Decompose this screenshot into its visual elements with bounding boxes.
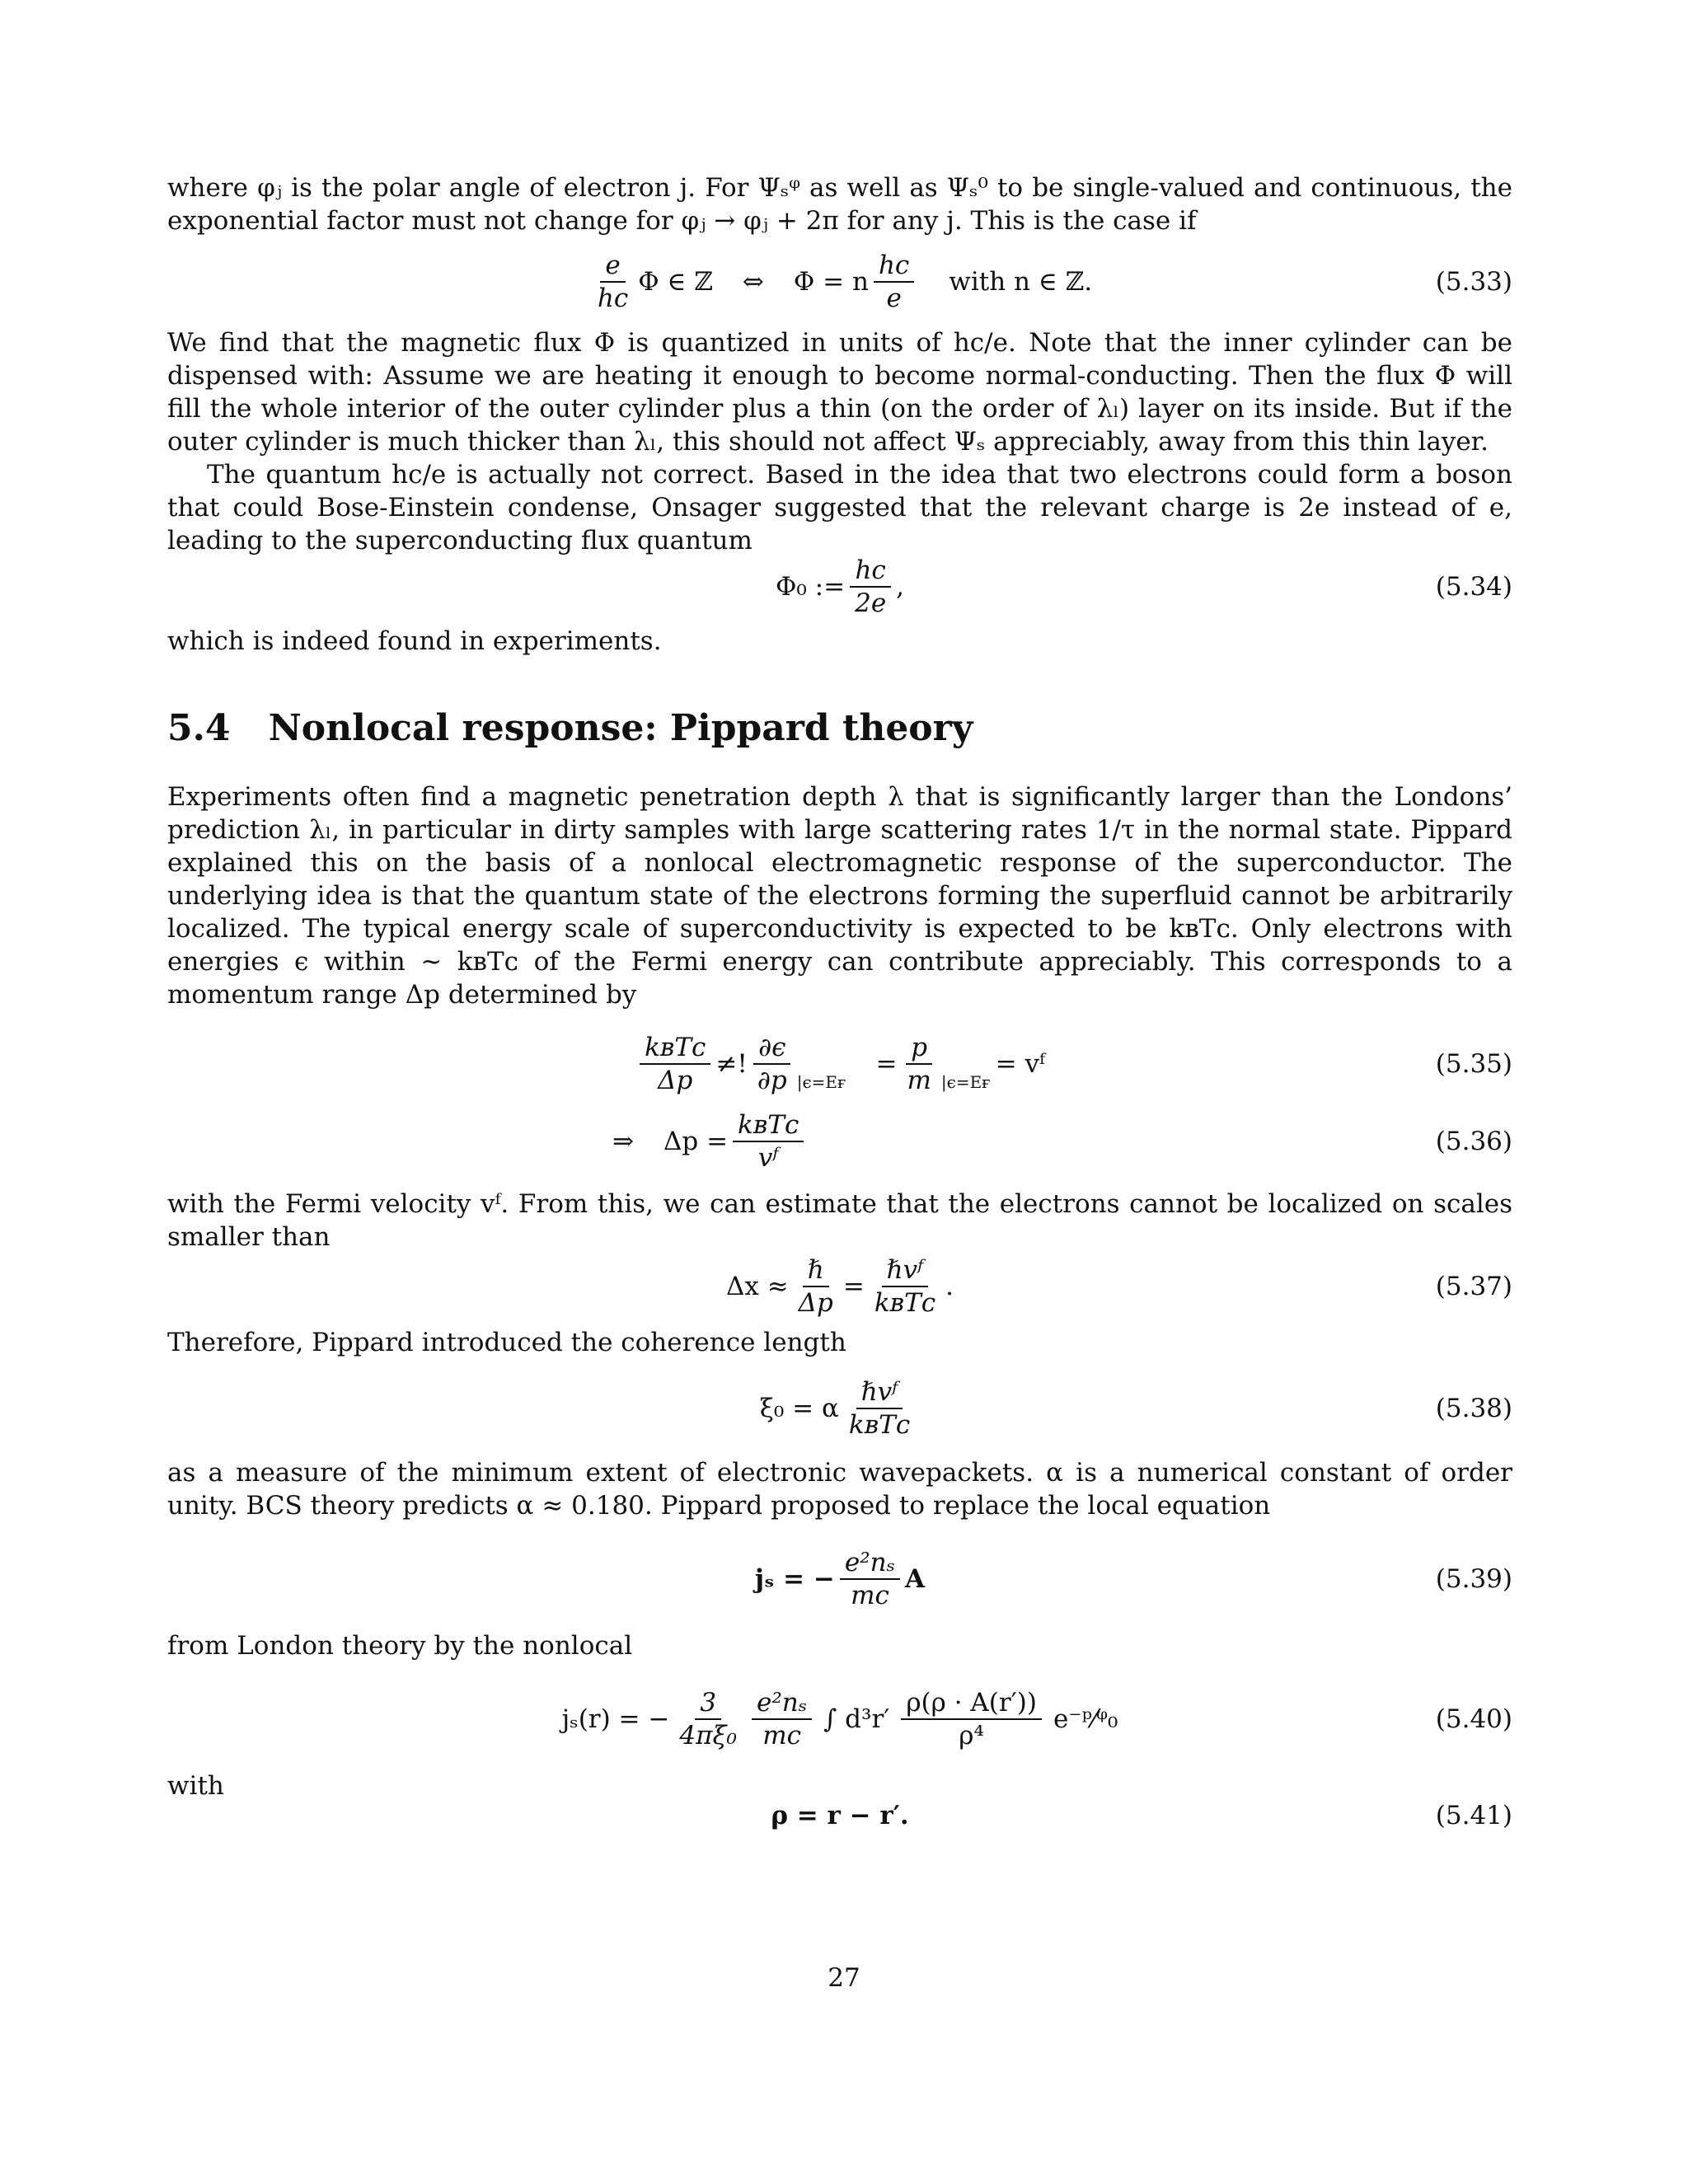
eq-lhs: Δp =	[663, 1127, 729, 1156]
paragraph-4: which is indeed found in experiments.	[167, 626, 662, 656]
eq-equals: =	[842, 1272, 865, 1301]
section-title: Nonlocal response: Pippard theory	[268, 707, 973, 749]
paragraph-9: from London theory by the nonlocal	[167, 1631, 633, 1661]
equation-5-40	[167, 1674, 1512, 1765]
section-number: 5.4	[167, 707, 231, 749]
paragraph-2: We find that the magnetic flux Φ is quantized in units of hc/e. Note that the inner cylinder can be dispensed with: Assume we are heating it enough to become normal-conducting. Then the flux Φ will fill the whole interior of the outer cylinder plus a thin (on the order of λₗ) layer on its inside. But if the outer cylinder is much thicker than λₗ, this should not affect Ψₛ appreciably, away from this thin layer.	[167, 328, 1512, 457]
integral: ∫ d³r′	[823, 1704, 890, 1734]
eq-lhs: jₛ = −	[754, 1564, 835, 1594]
equation-5-33	[167, 242, 1512, 321]
fraction: $\frac{e}{hc}$	[597, 251, 629, 313]
equation-number: (5.39)	[1435, 1564, 1512, 1594]
fraction: $\frac{\rho(\rho \cdot A(r'))}{\text{ρ⁴}}$	[901, 1689, 1042, 1750]
eq-tail: ,	[896, 572, 905, 602]
equation-5-34	[167, 554, 1512, 620]
fraction: $\frac{\text{kʙTᴄ}}{\Delta p}$	[640, 1033, 710, 1094]
fraction: $\frac{hc}{e}$	[874, 251, 914, 312]
equation-number: (5.36)	[1435, 1127, 1512, 1156]
fraction: $\frac{3}{\text{4πξ₀}}$	[679, 1688, 737, 1750]
equation-5-35	[167, 1024, 1512, 1104]
equation-5-37	[167, 1252, 1512, 1321]
equation-5-39	[167, 1534, 1512, 1624]
paragraph-3: The quantum hc/e is actually not correct. Based in the idea that two electrons could form a boson that could Bose-Einstein condense, Onsager suggested that the relevant charge is 2e instead of e, leading to the superconducting flux quantum	[167, 460, 1512, 555]
fraction: $\frac{\partial\epsilon}{\partial p}$	[753, 1033, 792, 1094]
page-number: 27	[828, 1963, 860, 1993]
eq-tail: with n ∈ ℤ.	[949, 267, 1093, 297]
equation-number: (5.34)	[1435, 572, 1512, 602]
paragraph-5: Experiments often find a magnetic penetration depth λ that is significantly larger than the Londons’ prediction λₗ, in particular in dirty samples with large scattering rates 1/τ in the normal state. Pippard explained this on the basis of a nonlocal electromagnetic response of the superconductor. The underlying idea is that the quantum state of the electrons forming the superfluid cannot be arbitrarily localized. The typical energy scale of superconductivity is expected to be kʙTᴄ. Only electrons with energies ϵ within ~ kʙTᴄ of the Fermi energy can contribute appreciably. This corresponds to a momentum range Δp determined by	[167, 782, 1512, 1010]
paragraph-7: Therefore, Pippard introduced the coherence length	[167, 1328, 846, 1357]
fraction: $\frac{\text{e²nₛ}}{mc}$	[840, 1549, 900, 1610]
fraction: $\frac{\text{e²nₛ}}{mc}$	[752, 1689, 812, 1750]
implies-arrow: ⇒	[612, 1127, 634, 1156]
equation-number: (5.35)	[1435, 1049, 1512, 1079]
exponential: e⁻ᵖ⁄ᵠ₀	[1053, 1704, 1118, 1734]
equation-5-38	[167, 1366, 1512, 1451]
eq-relation: ≠!	[715, 1049, 748, 1079]
eq-lhs-rest: Φ ∈ ℤ	[638, 267, 713, 297]
paragraph-10: with	[167, 1771, 224, 1801]
equivalence-arrow: ⇔	[742, 267, 764, 297]
equation-number: (5.40)	[1435, 1704, 1512, 1734]
fraction: $\frac{\text{kʙTᴄ}}{\text{vᶠ}}$	[733, 1111, 804, 1172]
section-heading	[167, 707, 1512, 749]
paragraph-6: with the Fermi velocity vᶠ. From this, we can estimate that the electrons cannot be localized on scales smaller than	[167, 1189, 1512, 1252]
eq-lhs: Δx ≈	[725, 1272, 789, 1301]
eq-equals: =	[875, 1049, 898, 1079]
paragraph-1: where φⱼ is the polar angle of electron j. For Ψₛᵠ as well as Ψₛ⁰ to be single-valued and continuous, the exponential factor must not change for φⱼ → φⱼ + 2π for any j. This is the case if	[167, 173, 1512, 236]
fraction: $\frac{\text{ℏvᶠ}}{\text{kʙTᴄ}}$	[874, 1255, 936, 1318]
eq-lhs: jₛ(r) = −	[561, 1704, 670, 1734]
equation-number: (5.41)	[1435, 1801, 1512, 1830]
eq-eval: |ϵ=Eғ	[940, 1072, 991, 1092]
equation-5-41	[167, 1799, 1512, 1832]
eq-lhs: Φ₀ :=	[775, 572, 846, 602]
eq-body: ρ = r − r′.	[771, 1801, 909, 1830]
equation-number: (5.33)	[1435, 267, 1512, 297]
fraction: $\frac{hc}{2e}$	[850, 556, 891, 617]
eq-eval: |ϵ=Eғ	[796, 1072, 846, 1092]
eq-rhs: = vᶠ	[995, 1049, 1045, 1079]
equation-number: (5.38)	[1435, 1394, 1512, 1423]
fraction: $\frac{p}{m}$	[907, 1033, 931, 1095]
page-content	[167, 171, 1512, 1852]
eq-mid: Φ = n	[793, 267, 869, 297]
fraction: $\frac{\text{ℏvᶠ}}{\text{kʙTᴄ}}$	[848, 1377, 911, 1440]
eq-lhs: ξ₀ = α	[759, 1394, 839, 1423]
eq-rhs: A	[905, 1564, 926, 1594]
equation-number: (5.37)	[1435, 1272, 1512, 1301]
paragraph-8: as a measure of the minimum extent of electronic wavepackets. α is a numerical constant of order unity. BCS theory predicts α ≈ 0.180. Pippard proposed to replace the local equation	[167, 1458, 1512, 1521]
fraction: $\frac{\text{ℏ}}{\Delta p}$	[798, 1255, 833, 1318]
eq-tail: .	[945, 1272, 954, 1301]
with-row	[167, 1769, 1512, 1852]
equation-5-36	[167, 1104, 1512, 1179]
